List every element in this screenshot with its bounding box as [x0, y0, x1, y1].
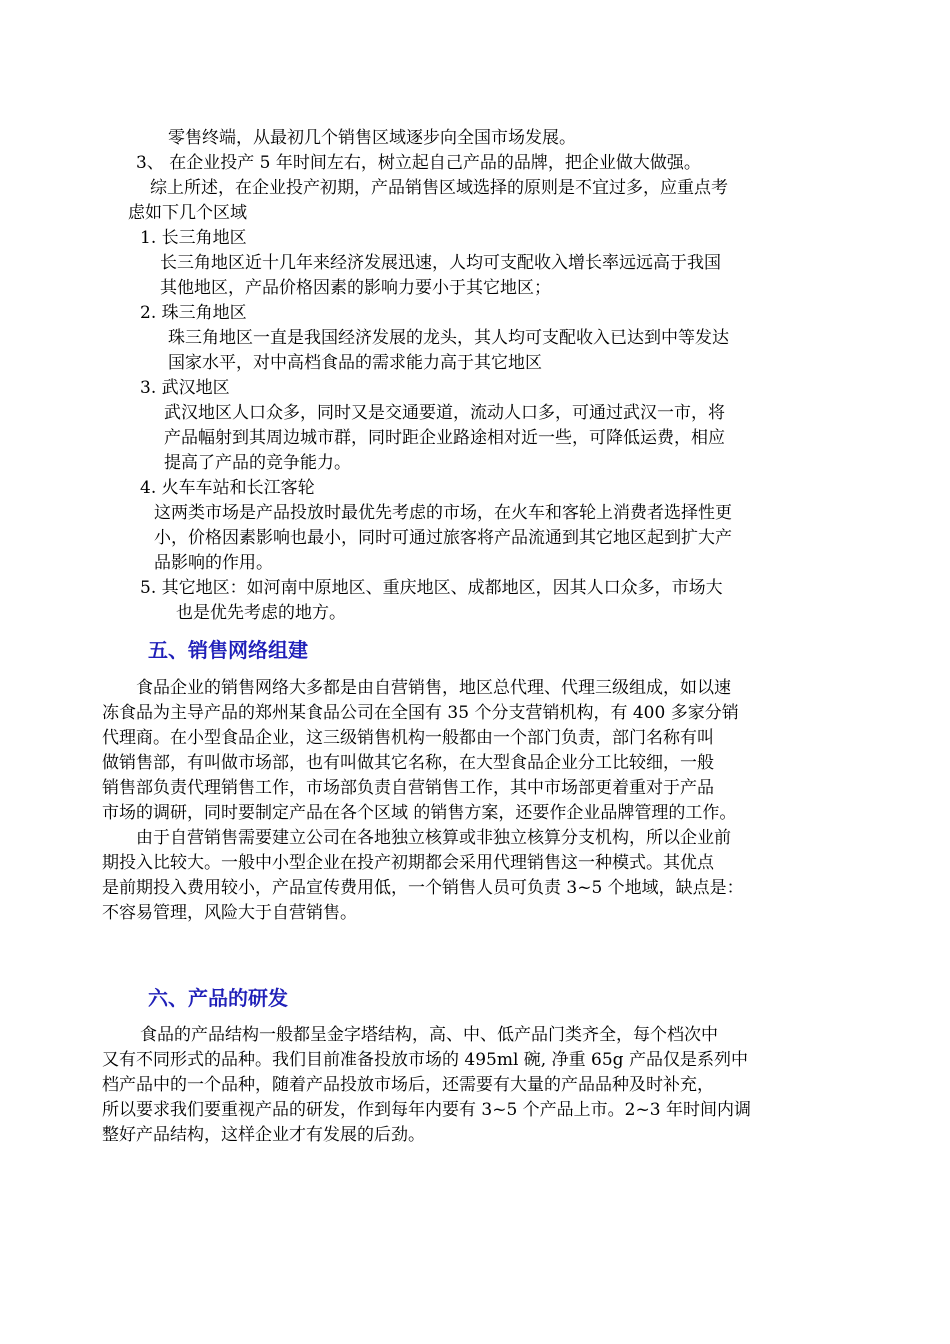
region-desc: 长三角地区近十几年来经济发展迅速，人均可支配收入增长率远远高于我国 — [160, 253, 721, 273]
paragraph-line: 不容易管理，风险大于自营销售。 — [102, 903, 357, 923]
region-desc: 这两类市场是产品投放时最优先考虑的市场，在火车和客轮上消费者选择性更 — [154, 503, 732, 523]
region-desc: 国家水平，对中高档食品的需求能力高于其它地区 — [168, 353, 542, 373]
region-title: 1. 长三角地区 — [140, 228, 247, 248]
paragraph-line: 冻食品为主导产品的郑州某食品公司在全国有 35 个分支营销机构，有 400 多家分销 — [102, 703, 739, 723]
paragraph-line: 食品企业的销售网络大多都是由自营销售，地区总代理、代理三级组成，如以速 — [136, 678, 731, 698]
region-desc: 提高了产品的竞争能力。 — [164, 453, 351, 473]
paragraph-line: 做销售部，有叫做市场部，也有叫做其它名称，在大型食品企业分工比较细，一般 — [102, 753, 714, 773]
paragraph-line: 市场的调研，同时要制定产品在各个区域 的销售方案，还要作企业品牌管理的工作。 — [102, 803, 737, 823]
intro-line: 虑如下几个区域 — [128, 203, 247, 223]
region-desc: 产品幅射到其周边城市群，同时距企业路途相对近一些，可降低运费，相应 — [164, 428, 725, 448]
paragraph-line: 所以要求我们要重视产品的研发，作到每年内要有 3~5 个产品上市。2~3 年时间内调 — [102, 1100, 751, 1120]
paragraph-line: 销售部负责代理销售工作，市场部负责自营销售工作，其中市场部更着重对于产品 — [102, 778, 714, 798]
paragraph-line: 食品的产品结构一般都呈金字塔结构，高、中、低产品门类齐全，每个档次中 — [140, 1025, 718, 1045]
paragraph-line: 期投入比较大。一般中小型企业在投产初期都会采用代理销售这一种模式。其优点 — [102, 853, 714, 873]
region-desc: 珠三角地区一直是我国经济发展的龙头，其人均可支配收入已达到中等发达 — [168, 328, 729, 348]
region-desc: 武汉地区人口众多，同时又是交通要道，流动人口多，可通过武汉一市，将 — [164, 403, 725, 423]
region-desc: 品影响的作用。 — [154, 553, 273, 573]
intro-line: 3、 在企业投产 5 年时间左右，树立起自己产品的品牌，把企业做大做强。 — [136, 153, 701, 173]
region-desc: 小，价格因素影响也最小，同时可通过旅客将产品流通到其它地区起到扩大产 — [154, 528, 732, 548]
section-heading: 六、产品的研发 — [148, 986, 288, 1010]
section-heading: 五、销售网络组建 — [148, 638, 308, 662]
region-title: 3. 武汉地区 — [140, 378, 230, 398]
paragraph-line: 由于自营销售需要建立公司在各地独立核算或非独立核算分支机构，所以企业前 — [136, 828, 731, 848]
paragraph-line: 代理商。在小型食品企业，这三级销售机构一般都由一个部门负责，部门名称有叫 — [102, 728, 714, 748]
region-title: 2. 珠三角地区 — [140, 303, 247, 323]
paragraph-line: 档产品中的一个品种，随着产品投放市场后，还需要有大量的产品品种及时补充， — [102, 1075, 714, 1095]
paragraph-line: 整好产品结构，这样企业才有发展的后劲。 — [102, 1125, 425, 1145]
paragraph-line: 是前期投入费用较小，产品宣传费用低，一个销售人员可负责 3~5 个地域，缺点是： — [102, 878, 744, 898]
paragraph-line: 又有不同形式的品种。我们目前准备投放市场的 495ml 碗, 净重 65g 产品仅是系列中 — [102, 1050, 748, 1070]
intro-line: 综上所述，在企业投产初期，产品销售区域选择的原则是不宜过多，应重点考 — [150, 178, 728, 198]
region-desc: 也是优先考虑的地方。 — [176, 603, 346, 623]
region-title: 4. 火车车站和长江客轮 — [140, 478, 315, 498]
region-desc: 其他地区，产品价格因素的影响力要小于其它地区； — [160, 278, 551, 298]
intro-line: 零售终端，从最初几个销售区域逐步向全国市场发展。 — [168, 128, 576, 148]
region-title: 5. 其它地区：如河南中原地区、重庆地区、成都地区，因其人口众多，市场大 — [140, 578, 723, 598]
